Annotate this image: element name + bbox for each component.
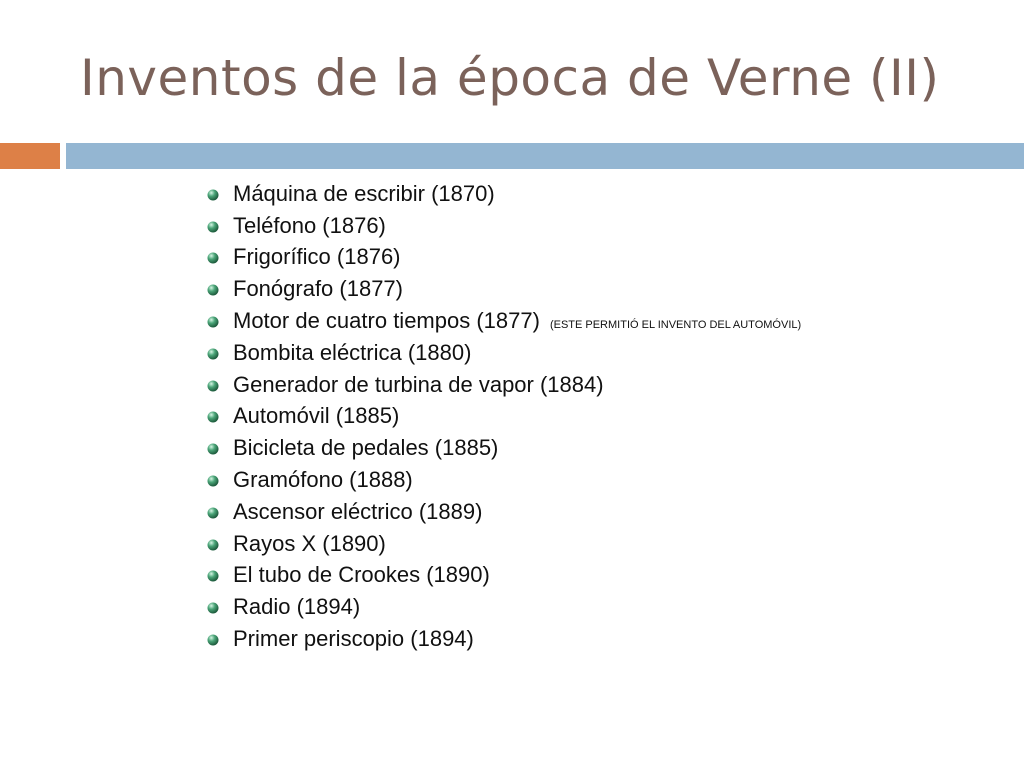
list-item — [207, 305, 801, 337]
list-item-label: Rayos X (1890) — [233, 530, 386, 556]
title-rule-blue — [66, 143, 1024, 169]
list-item — [207, 560, 801, 592]
list-item — [207, 369, 801, 401]
list-item — [207, 464, 801, 496]
green-orb-icon — [207, 570, 219, 582]
list-item — [207, 178, 801, 210]
green-orb-icon — [207, 189, 219, 201]
list-item — [207, 432, 801, 464]
green-orb-icon — [207, 252, 219, 264]
green-orb-icon — [207, 443, 219, 455]
list-item — [207, 528, 801, 560]
list-item-label: Bicicleta de pedales (1885) — [233, 435, 499, 461]
title-rule-orange — [0, 143, 60, 169]
list-item — [207, 623, 801, 655]
list-item — [207, 273, 801, 305]
list-item-note: (ESTE PERMITIÓ EL INVENTO DEL AUTOMÓVIL) — [549, 319, 802, 332]
list-item-label: Primer periscopio (1894) — [233, 626, 474, 652]
green-orb-icon — [207, 602, 219, 614]
green-orb-icon — [207, 380, 219, 392]
green-orb-icon — [207, 539, 219, 551]
inventions-list — [207, 178, 801, 655]
green-orb-icon — [207, 221, 219, 233]
list-item — [207, 591, 801, 623]
list-item — [207, 401, 801, 433]
list-item — [207, 210, 801, 242]
green-orb-icon — [207, 475, 219, 487]
green-orb-icon — [207, 348, 219, 360]
slide-title: Inventos de la época de Verne (II) — [80, 49, 940, 107]
green-orb-icon — [207, 284, 219, 296]
list-item — [207, 337, 801, 369]
green-orb-icon — [207, 411, 219, 423]
green-orb-icon — [207, 316, 219, 328]
list-item-label: Fonógrafo (1877) — [233, 276, 403, 302]
list-item-label: Generador de turbina de vapor (1884) — [233, 371, 604, 397]
list-item-label: Ascensor eléctrico (1889) — [233, 498, 483, 524]
list-item-label: Máquina de escribir (1870) — [233, 180, 495, 206]
green-orb-icon — [207, 507, 219, 519]
list-item-label: Automóvil (1885) — [233, 403, 400, 429]
list-item-label: Radio (1894) — [233, 594, 361, 620]
list-item-label: El tubo de Crookes (1890) — [233, 562, 490, 588]
list-item — [207, 496, 801, 528]
green-orb-icon — [207, 634, 219, 646]
list-item-label: Gramófono (1888) — [233, 467, 413, 493]
list-item-label: Teléfono (1876) — [233, 212, 386, 238]
list-item-label: Frigorífico (1876) — [233, 244, 401, 270]
list-item-label: Motor de cuatro tiempos (1877) — [233, 308, 540, 334]
list-item-label: Bombita eléctrica (1880) — [233, 339, 472, 365]
list-item — [207, 242, 801, 274]
